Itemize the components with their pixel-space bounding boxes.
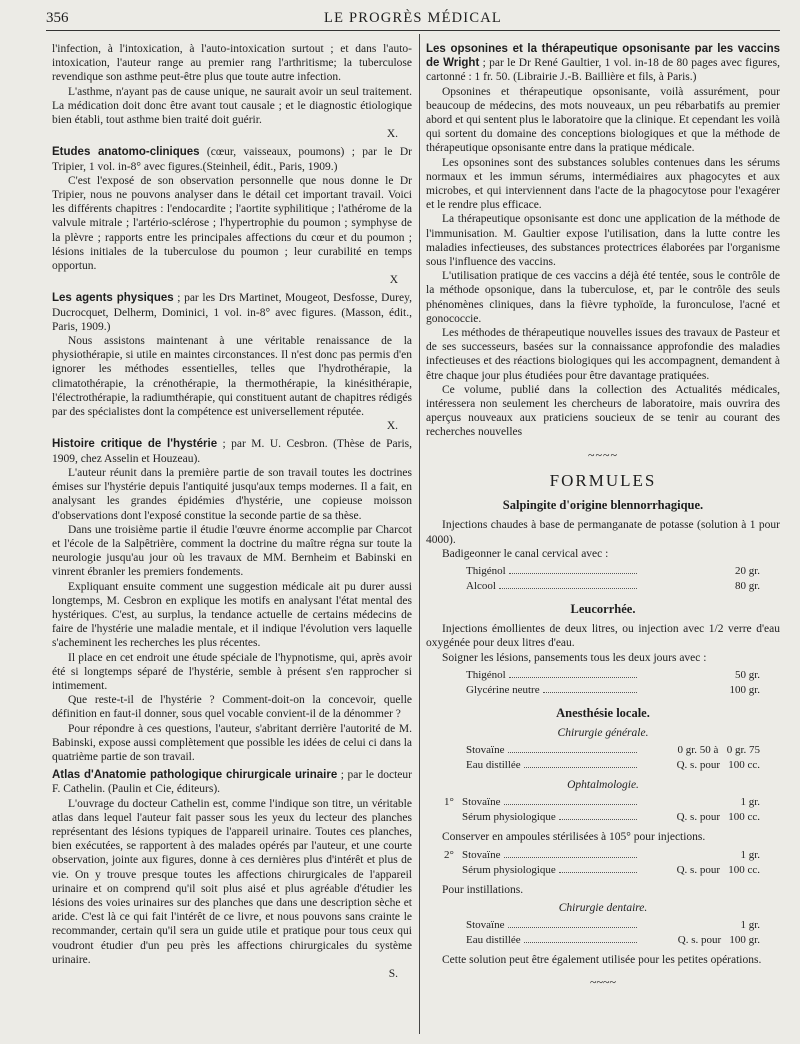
review-paragraph: Pour répondre à ces questions, l'auteur, s'abritant derrière l'autorité de M. Babinski, expose aussi complètement que possible les idées de celui ci dans la quatrième partie de son travail. bbox=[52, 722, 412, 763]
review-paragraph: Les opsonines sont des substances solubles contenues dans les sérums normaux et les immun sérums, intermédiaires aux phagocytes et aux microbes, et qui interviennent dans l'acte de la phagocytose pour l'exagérer et le rendre plus efficace. bbox=[426, 156, 780, 212]
prescription-line bbox=[444, 810, 760, 825]
review-entry bbox=[52, 145, 412, 287]
prescription-line bbox=[444, 848, 760, 863]
ingredient-name: Thigénol bbox=[466, 564, 506, 577]
formula-text: Injections émollientes de deux litres, ou injection avec 1/2 verre d'eau oxygénée pour deux litres d'eau. bbox=[426, 623, 780, 650]
prescription-line bbox=[466, 668, 760, 683]
ingredient-quantity: 20 gr. bbox=[734, 564, 760, 577]
ornament-divider: ~~~~ bbox=[588, 447, 618, 462]
formula-title: Leucorrhée. bbox=[570, 601, 636, 616]
item-number: 1° bbox=[444, 796, 454, 809]
prescription-line bbox=[466, 683, 760, 698]
formula-section bbox=[426, 498, 780, 594]
review-paragraph: C'est l'exposé de son observation personnelle que nous donne le Dr Tripier, nous ne pouvons analyser dans le détail cet important travail. Voici les différents chapitres : l'endocardite ; l'aortite syphilitique ; l'athérome de la valvule mitrale ; l'artério-sclérose ; l'hypertrophie du poumon ; symphyse de la plèvre ; rapports entre les principales affections du cœur et du poumon ; lésions initiales de la tuberculose du poumon ; leur curabilité en temps opportun. bbox=[52, 174, 412, 273]
prescription-block bbox=[426, 668, 780, 698]
prescription-line bbox=[466, 564, 760, 579]
ingredient-name: Eau distillée bbox=[466, 759, 521, 772]
prescription-line bbox=[466, 918, 760, 933]
leader-dots bbox=[524, 941, 637, 943]
journal-title: LE PROGRÈS MÉDICAL bbox=[324, 10, 502, 26]
review-entry bbox=[52, 437, 412, 764]
prescription-line bbox=[444, 863, 760, 878]
review-paragraph: Expliquant ensuite comment une suggestion médicale ait pu durer aussi longtemps, M. Cesbron en explique les motifs en analysant l'état mental des hystériques. C'est, au surplus, la tendance actuelle de certains médecins de faire de l'hystérie une maladie mentale, et il indique l'évolution vers laquelle s'acheminent les recherches les plus récentes. bbox=[52, 580, 412, 650]
prescription-line bbox=[466, 579, 760, 594]
leader-dots bbox=[543, 691, 637, 693]
formules-heading: FORMULES bbox=[549, 470, 657, 490]
formula-subtitle: Chirurgie dentaire. bbox=[558, 901, 648, 914]
review-title: Les opsonines et la thérapeutique opsonisante par les vaccins de Wright bbox=[426, 43, 780, 70]
review-paragraph: L'ouvrage du docteur Cathelin est, comme l'indique son titre, un véritable atlas dans lequel l'auteur fait passer sous les yeux du lecteur des planches représentant des lésions typiques de l'appareil urinaire. Toutes ces planches, bien exécutées, se rapportent à des malades opérés par l'auteur, et une courte observation, jointe aux figures, donne à ces dernières plus d'intérêt et plus de vie. On y trouve presque toutes les affections chirurgicales de l'appareil urinaire et on comprend qu'il soit plus aisé et plus agréable d'étudier les lésions des voies urinaires sur des planches que dans une description sèche et aride. C'est là ce qui fait l'intérêt de ce livre, et nous pouvons sans crainte le recommander, certain qu'il sera un guide utile et pratique pour tous ceux qui voudront étudier d'un peu près les affections chirurgicales du système urinaire. bbox=[52, 797, 412, 966]
formula-section bbox=[426, 602, 780, 698]
signature: X. bbox=[386, 420, 398, 433]
formula-title: Anesthésie locale. bbox=[556, 705, 650, 720]
ingredient-name: Sérum physiologique bbox=[462, 811, 556, 824]
ingredient-quantity: 100 gr. bbox=[729, 683, 760, 696]
right-column bbox=[426, 42, 780, 1038]
ingredient-quantity: Q. s. pour 100 gr. bbox=[677, 933, 760, 946]
ingredient-quantity: Q. s. pour 100 cc. bbox=[676, 759, 760, 772]
prescription-block bbox=[426, 564, 780, 594]
ingredient-name: Stovaïne bbox=[462, 796, 501, 809]
review-paragraph: Nous assistons maintenant à une véritable renaissance de la physiothérapie, si utile en maintes circonstances. Il n'est donc pas permis d'en ignorer les méthodes essentielles, telles que l'hydrothérapie, la climatothérapie, la crénothérapie, la thermothérapie, la kinésithérapie, l'électrothérapie, la radiumthérapie, qui constituent autant de chapitres rédigés par des spécialistes dont la compétence est universellement réputée. bbox=[52, 335, 412, 419]
prescription-line bbox=[466, 758, 760, 773]
leader-dots bbox=[508, 926, 638, 928]
review-title: Les agents physiques bbox=[52, 292, 174, 305]
ingredient-name: Stovaïne bbox=[466, 918, 505, 931]
ingredient-name: Glycérine neutre bbox=[466, 683, 540, 696]
ingredient-name: Eau distillée bbox=[466, 933, 521, 946]
formula-text: Pour instillations. bbox=[442, 883, 524, 896]
leader-dots bbox=[504, 856, 638, 858]
formula-text: Soigner les lésions, pansements tous les deux jours avec : bbox=[442, 651, 707, 664]
review-paragraph: Que reste-t-il de l'hystérie ? Comment-doit-on la concevoir, quelle définition en faut-il donner, sous quel vocable convient-il de la dénommer ? bbox=[52, 694, 412, 721]
ingredient-quantity: Q. s. pour 100 cc. bbox=[676, 863, 760, 876]
review-meta: (cœur, vaisseaux, poumons) ; par le Dr Tripier, 1 vol. in-8° avec figures.(Steinheil, édit., Paris, 1909.) bbox=[52, 146, 412, 173]
review-meta: ; par M. U. Cesbron. (Thèse de Paris, 1909, chez Asselin et Houzeau). bbox=[52, 438, 412, 465]
review-paragraph: L'utilisation pratique de ces vaccins a déjà été tentée, sous le contrôle de la méthode opsonique, dans la tuberculose, et, par le contrôle des seuls phénomènes cliniques, dans la fièvre typhoïde, la furonculose, l'acné et gonococcie. bbox=[426, 270, 780, 325]
signature: X bbox=[389, 274, 398, 287]
review-entry bbox=[52, 768, 412, 981]
ingredient-quantity: 1 gr. bbox=[740, 918, 760, 931]
prescription-block bbox=[426, 918, 780, 948]
review-paragraph: La thérapeutique opsonisante est donc une application de la méthode de l'immunisation. M. Gaultier expose l'utilisation, dans la lutte contre les maladies infectieuses, des substances protectrices élaborées par l'organisme sous l'influence des vaccins. bbox=[426, 213, 780, 269]
review-title: Etudes anatomo-cliniques bbox=[52, 146, 200, 159]
review-paragraph: Il place en cet endroit une étude spéciale de l'hypnotisme, qui, après avoir été si longtemps séparé de l'hystérie, semble à présent s'en rapprocher si intimement. bbox=[52, 651, 412, 692]
prescription-line bbox=[466, 933, 760, 948]
leader-dots bbox=[559, 871, 637, 873]
intro-paragraph: l'infection, à l'intoxication, à l'auto-intoxication surtout ; et dans l'auto-intoxication, l'auteur range au premier rang l'arthritisme; la tuberculose revendique son asthme peut-être plus que toute autre infection. bbox=[52, 43, 412, 84]
prescription-block bbox=[426, 795, 780, 825]
ingredient-quantity: 80 gr. bbox=[734, 579, 760, 592]
formula-subtitle: Chirurgie générale. bbox=[557, 726, 649, 739]
formula-text: Injections chaudes à base de permanganate de potasse (solution à 1 pour 4000). bbox=[426, 519, 780, 546]
ingredient-name: Sérum physiologique bbox=[462, 863, 556, 876]
page-header bbox=[46, 6, 780, 31]
review-paragraph: Dans une troisième partie il étudie l'œuvre énorme accomplie par Charcot et l'école de la Salpêtrière, comment la doctrine du maître régna sur toute la neurologie jusqu'au jour où les travaux de MM. Bernheim et Babinski en vinrent ébranler les premiers fondements. bbox=[52, 523, 412, 579]
signature: X. bbox=[386, 128, 398, 141]
review-title: Histoire critique de l'hystérie bbox=[52, 438, 218, 451]
left-column bbox=[52, 42, 412, 1038]
column-divider bbox=[419, 34, 420, 1034]
ingredient-quantity: 1 gr. bbox=[740, 848, 760, 861]
page-number: 356 bbox=[46, 10, 69, 26]
formula-title: Salpingite d'origine blennorrhagique. bbox=[502, 498, 704, 513]
review-meta: ; par le docteur F. Cathelin. (Paulin et Cie, éditeurs). bbox=[52, 769, 412, 796]
ingredient-quantity: 0 gr. 50 à 0 gr. 75 bbox=[677, 744, 760, 757]
prescription-line bbox=[466, 743, 760, 758]
leader-dots bbox=[509, 676, 637, 678]
formula-text: Badigeonner le canal cervical avec : bbox=[442, 547, 609, 560]
leader-dots bbox=[504, 803, 638, 805]
leader-dots bbox=[499, 587, 637, 589]
ingredient-quantity: Q. s. pour 100 cc. bbox=[676, 811, 760, 824]
prescription-line bbox=[444, 795, 760, 810]
leader-dots bbox=[559, 818, 637, 820]
review-paragraph: Opsonines et thérapeutique opsonisante, voilà assurément, pour beaucoup de médecins, des mots nouveaux, un peu rébarbatifs au premier abord et qui sentent plus le laboratoire que la clinique. Et cependant les voilà qui sortent du domaine des conceptions biologiques et que la méthode de thérapeutique opsonisante entre dans la pratique médicale. bbox=[426, 85, 780, 155]
ingredient-name: Stovaïne bbox=[462, 848, 501, 861]
review-entry bbox=[426, 42, 780, 440]
formula-section bbox=[426, 706, 780, 967]
review-title: Atlas d'Anatomie pathologique chirurgicale urinaire bbox=[52, 769, 338, 782]
review-paragraph: Les méthodes de thérapeutique nouvelles issues des travaux de Pasteur et de ses successeurs, basées sur la connaissance approfondie des maladies infectieuses et des réactions biologiques qui les accompagnent, demandent à être chaque jour plus étudiées pour être davantage pratiquées. bbox=[426, 327, 780, 382]
formula-subtitle: Ophtalmologie. bbox=[567, 779, 639, 792]
ingredient-quantity: 1 gr. bbox=[740, 796, 760, 809]
formula-text: Cette solution peut être également utilisée pour les petites opérations. bbox=[442, 953, 762, 966]
review-entry bbox=[52, 291, 412, 433]
ingredient-name: Thigénol bbox=[466, 668, 506, 681]
review-meta: ; par le Dr René Gaultier, 1 vol. in-18 de 80 pages avec figures, cartonné : 1 fr. 50. (Librairie J.-B. Baillière et fils, à Paris.) bbox=[426, 57, 780, 84]
prescription-block bbox=[426, 743, 780, 773]
leader-dots bbox=[524, 766, 637, 768]
leader-dots bbox=[508, 751, 638, 753]
prescription-block bbox=[426, 848, 780, 878]
review-paragraph: L'auteur réunit dans la première partie de son travail toutes les doctrines émises sur l'hystérie depuis l'antiquité jusqu'aux temps modernes. Il a fait, en analysant les grandes épidémies d'hystérie, une copieuse moisson d'observations dont l'exposé constitue la seconde partie de sa thèse. bbox=[52, 466, 412, 522]
intro-paragraph: L'asthme, n'ayant pas de cause unique, ne saurait avoir un seul traitement. La médication doit donc être avant tout causale ; et le diagnostic étiologique bien établi, tout asthme bien traité doit guérir. bbox=[52, 85, 412, 127]
signature: S. bbox=[388, 968, 398, 980]
review-meta: ; par les Drs Martinet, Mougeot, Desfosse, Durey, Ducrocquet, Delherm, Dominici, 1 vol. in-8° avec figures. (Masson, édit., Paris, 1909.) bbox=[52, 292, 412, 333]
ornament-divider: ~~~~ bbox=[590, 975, 616, 990]
item-number: 2° bbox=[444, 848, 454, 861]
leader-dots bbox=[509, 572, 637, 574]
ingredient-quantity: 50 gr. bbox=[734, 668, 760, 681]
ingredient-name: Alcool bbox=[466, 579, 496, 592]
formula-text: Conserver en ampoules stérilisées à 105° pour injections. bbox=[442, 831, 706, 844]
ingredient-name: Stovaïne bbox=[466, 744, 505, 757]
review-paragraph: Ce volume, publié dans la collection des Actualités médicales, intéressera non seulement les chercheurs de laboratoire, mais ouvrira des aperçus nouveaux aux praticiens soucieux de se tenir au courant des recherches nouvelles bbox=[426, 383, 780, 439]
